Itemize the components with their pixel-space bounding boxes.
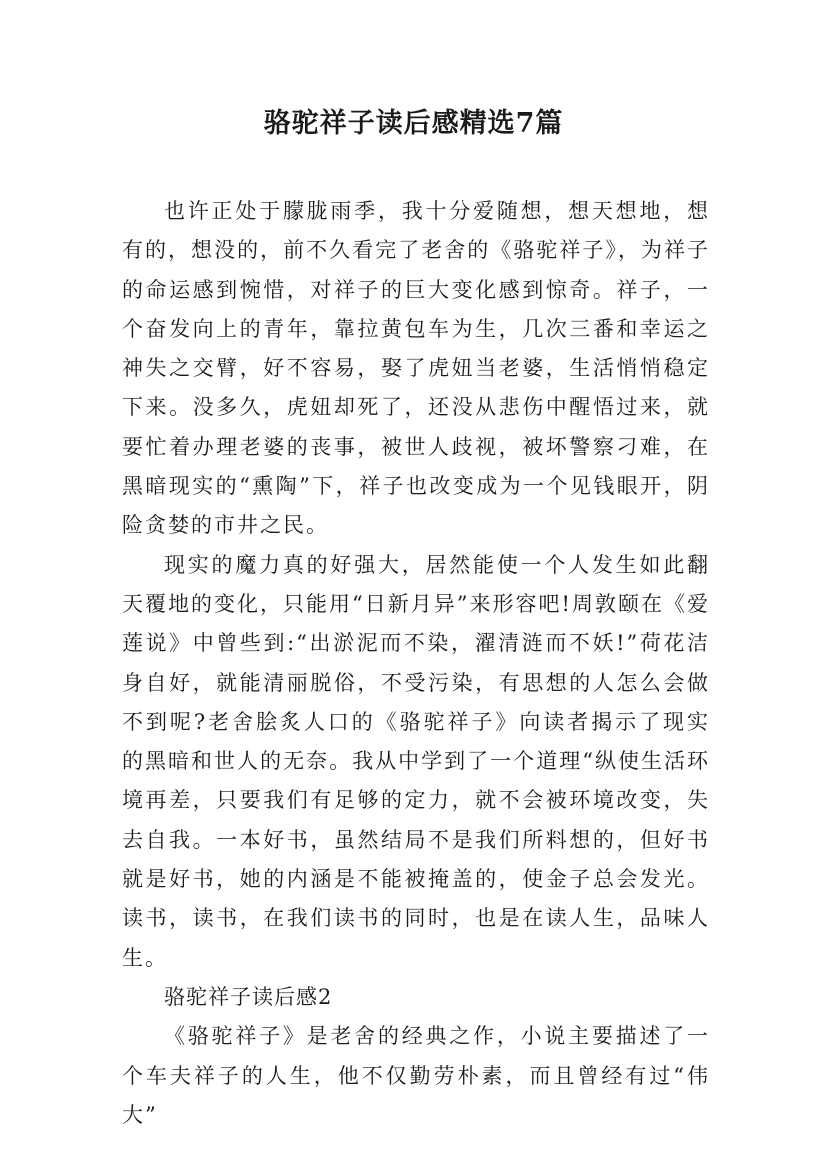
- section-heading: 骆驼祥子读后感2: [164, 984, 333, 1009]
- paragraph-3: 《骆驼祥子》是老舍的经典之作，小说主要描述了一个车夫祥子的人生，他不仅勤劳朴素，而且曾经有过“伟大”: [122, 1024, 710, 1127]
- document-title: 骆驼祥子读后感精选7篇: [263, 108, 564, 139]
- paragraph-2: 现实的魔力真的好强大，居然能使一个人发生如此翻天覆地的变化，只能用“日新月异”来形容吧!周敦颐在《爱莲说》中曾些到:“出淤泥而不染，濯清涟而不妖!”荷花洁身自好，就能清丽脱俗，不受污染，有思想的人怎么会做不到呢?老舍脍炙人口的《骆驼祥子》向读者揭示了现实的黑暗和世人的无奈。我从中学到了一个道理“纵使生活环境再差，只要我们有足够的定力，就不会被环境改变，失去自我。一本好书，虽然结局不是我们所料想的，但好书就是好书，她的内涵是不能被掩盖的，使金子总会发光。读书，读书，在我们读书的同时，也是在读人生，品味人生。: [122, 552, 710, 970]
- document-body: [122, 192, 710, 1135]
- paragraph-1: 也许正处于朦胧雨季，我十分爱随想，想天想地，想有的，想没的，前不久看完了老舍的《骆驼祥子》，为祥子的命运感到惋惜，对祥子的巨大变化感到惊奇。祥子，一个奋发向上的青年，靠拉黄包车为生，几次三番和幸运之神失之交臂，好不容易，娶了虎妞当老婆，生活悄悄稳定下来。没多久，虎妞却死了，还没从悲伤中醒悟过来，就要忙着办理老婆的丧事，被世人歧视，被坏警察刁难，在黑暗现实的“熏陶”下，祥子也改变成为一个见钱眼开，阴险贪婪的市井之民。: [122, 199, 710, 538]
